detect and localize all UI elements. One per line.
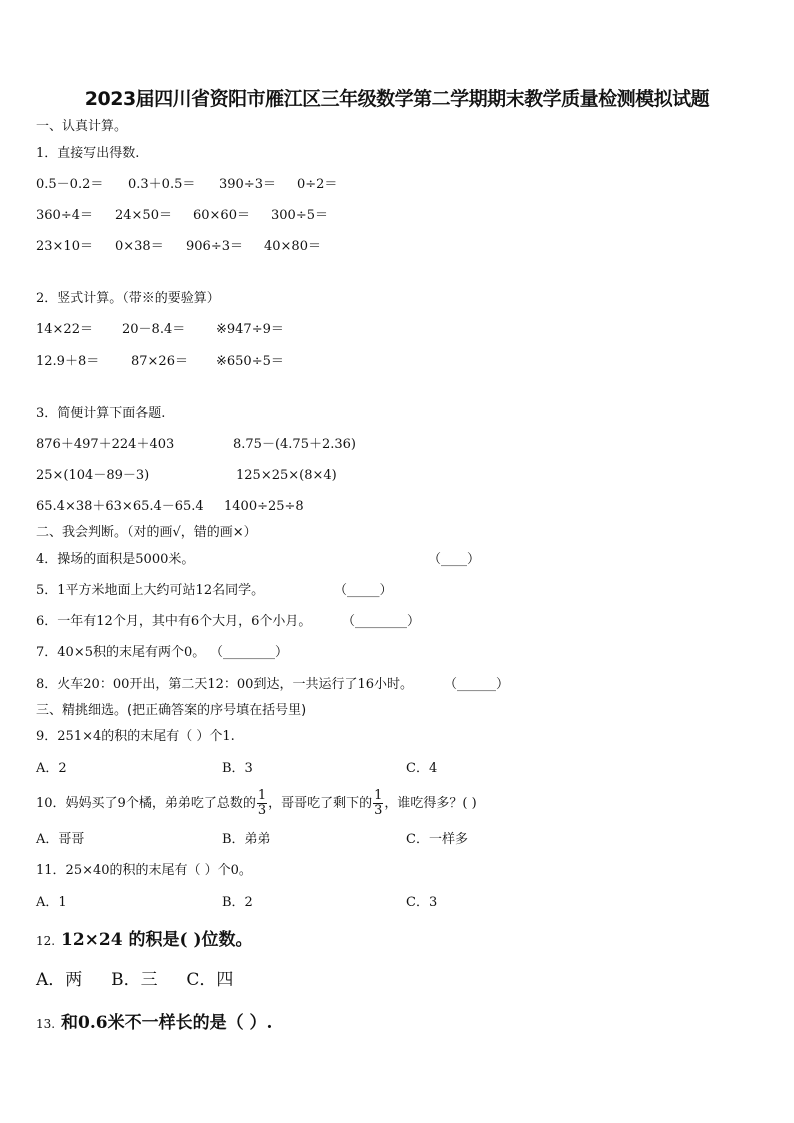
q1-item: 0.5－0.2＝ (36, 177, 104, 192)
q10-option-a[interactable]: A．哥哥 (36, 832, 85, 847)
q2-item: ※947÷9＝ (216, 322, 284, 337)
q7-answer-paren[interactable]: （________） (210, 645, 289, 660)
q9-stem: 9．251×4的积的末尾有（ ）个1. (36, 729, 235, 744)
q10-option-b[interactable]: B．弟弟 (222, 832, 271, 847)
fraction-denominator: 3 (374, 803, 383, 818)
q12-text: 12×24 的积是( )位数。 (61, 930, 253, 950)
q12-options (36, 968, 233, 992)
q6-text: 6．一年有12个月，其中有6个大月，6个小月。 (36, 614, 312, 629)
q11-option-b[interactable]: B．2 (222, 895, 253, 910)
q3-item: 876＋497＋224＋403 (36, 437, 175, 452)
q4-answer-paren[interactable]: （____） (428, 552, 481, 567)
q8-text: 8．火车20：00开出，第二天12：00到达，一共运行了16小时。 (36, 677, 413, 692)
q12-stem (36, 928, 253, 953)
q1-item: 0×38＝ (115, 239, 164, 254)
q13-stem (36, 1011, 272, 1036)
section-1-heading: 一、认真计算。 (36, 119, 128, 134)
q1-stem: 1．直接写出得数. (36, 146, 140, 161)
fraction-numerator: 1 (374, 788, 383, 803)
q2-item: 20－8.4＝ (122, 322, 186, 337)
q5-text: 5．1平方米地面上大约可站12名同学。 (36, 583, 265, 598)
q2-item: ※650÷5＝ (216, 354, 284, 369)
page-title: 2023届四川省资阳市雁江区三年级数学第二学期期末教学质量检测模拟试题 (84, 88, 710, 110)
section-3-heading: 三、精挑细选。(把正确答案的序号填在括号里) (36, 703, 307, 718)
fraction-one-third (257, 789, 267, 818)
q9-option-c[interactable]: C．4 (406, 761, 438, 776)
q3-stem: 3．简便计算下面各题. (36, 406, 166, 421)
q10-stem-part-c: ，谁吃得多？( ) (384, 796, 477, 811)
q12-option-c[interactable]: C．四 (186, 970, 234, 990)
q2-stem: 2．竖式计算。（带※的要验算） (36, 291, 220, 306)
q13-text: 和0.6米不一样长的是（ ）. (61, 1013, 273, 1033)
q9-option-b[interactable]: B．3 (222, 761, 253, 776)
q3-item: 1400÷25÷8 (224, 499, 304, 514)
fraction-denominator: 3 (257, 803, 267, 818)
q10-stem-part-a: 10．妈妈买了9个橘，弟弟吃了总数的 (36, 796, 256, 811)
q8-answer-paren[interactable]: （______） (444, 677, 510, 692)
q3-item: 65.4×38＋63×65.4－65.4 (36, 499, 204, 514)
q1-item: 0.3＋0.5＝ (128, 177, 196, 192)
q1-item: 390÷3＝ (219, 177, 276, 192)
q1-item: 40×80＝ (264, 239, 321, 254)
q5-answer-paren[interactable]: （_____） (334, 583, 393, 598)
q11-option-a[interactable]: A．1 (36, 895, 67, 910)
q9-option-a[interactable]: A．2 (36, 761, 67, 776)
q1-item: 300÷5＝ (271, 208, 328, 223)
fraction-numerator: 1 (257, 788, 267, 803)
q3-item: 8.75－(4.75＋2.36) (233, 437, 356, 452)
q2-item: 14×22＝ (36, 322, 93, 337)
q12-option-a[interactable]: A．两 (36, 970, 83, 990)
q10-stem-part-b: ，哥哥吃了剩下的 (268, 796, 373, 811)
q7-text: 7．40×5积的末尾有两个0。 (36, 645, 206, 660)
q12-number: 12. (36, 934, 56, 948)
q10-option-c[interactable]: C．一样多 (406, 832, 468, 847)
q4-text: 4．操场的面积是5000米。 (36, 552, 195, 567)
section-2-heading: 二、我会判断。（对的画√，错的画×） (36, 525, 257, 540)
q2-item: 12.9＋8＝ (36, 354, 100, 369)
q12-option-b[interactable]: B．三 (111, 970, 158, 990)
fraction-one-third (373, 789, 383, 818)
q3-item: 125×25×(8×4) (236, 468, 337, 483)
q1-item: 906÷3＝ (186, 239, 243, 254)
q11-stem: 11．25×40的积的末尾有（ ）个0。 (36, 863, 252, 878)
q3-item: 25×(104－89－3) (36, 468, 150, 483)
q1-item: 23×10＝ (36, 239, 93, 254)
q1-item: 24×50＝ (115, 208, 172, 223)
q6-answer-paren[interactable]: （________） (342, 614, 421, 629)
q1-item: 60×60＝ (193, 208, 250, 223)
q13-number: 13. (36, 1017, 56, 1031)
q10-stem (36, 788, 477, 820)
q2-item: 87×26＝ (131, 354, 188, 369)
q1-item: 0÷2＝ (297, 177, 338, 192)
q1-item: 360÷4＝ (36, 208, 93, 223)
q11-option-c[interactable]: C．3 (406, 895, 438, 910)
